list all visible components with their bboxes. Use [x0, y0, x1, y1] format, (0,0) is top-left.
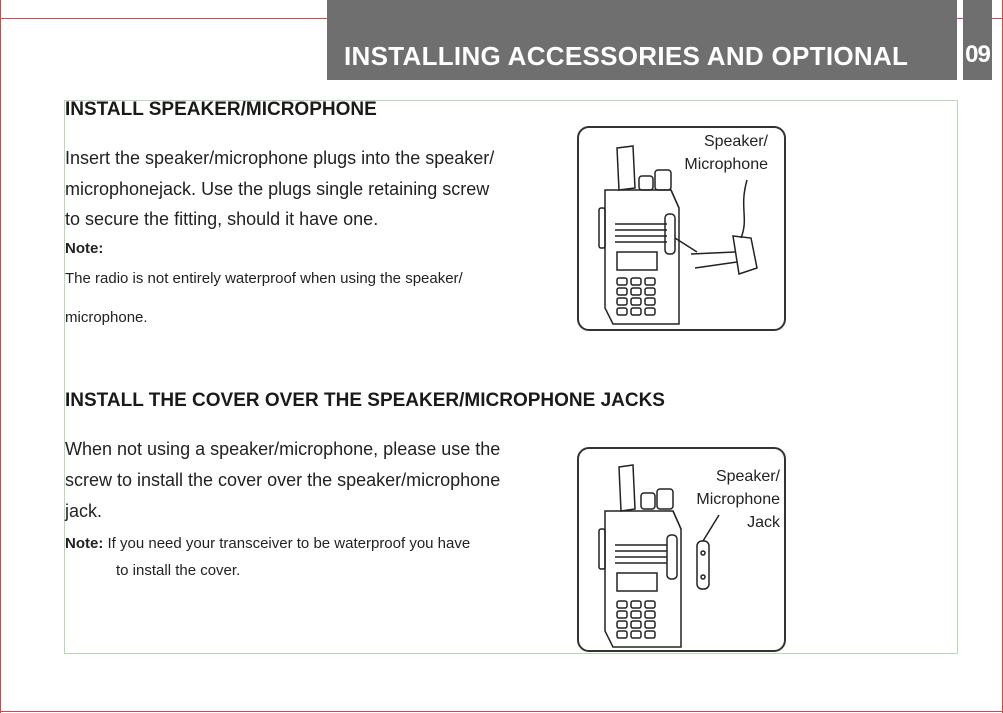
trim-line-bottom: [0, 711, 1003, 712]
note-label: Note:: [65, 240, 104, 257]
note-text-line: The radio is not entirely waterproof when using the speaker/: [65, 270, 463, 287]
speaker-microphone-figure: [577, 126, 786, 331]
jack-cover-figure: [577, 447, 786, 652]
body-text-line: to secure the fitting, should it have one.: [65, 209, 379, 229]
section-heading-install-cover: INSTALL THE COVER OVER THE SPEAKER/MICROPHONE JACKS: [65, 390, 665, 411]
note-label: Note:: [65, 535, 104, 552]
page-number: 09: [965, 41, 990, 68]
body-text-line: jack.: [65, 501, 103, 521]
section-heading-install-speaker-microphone: INSTALL SPEAKER/MICROPHONE: [65, 99, 377, 120]
figure-label-line: Microphone: [696, 491, 780, 508]
body-text-line: screw to install the cover over the speaker/microphone: [65, 470, 501, 490]
body-text-line: Insert the speaker/microphone plugs into the speaker/: [65, 148, 495, 168]
body-text-line: When not using a speaker/microphone, please use the: [65, 439, 501, 459]
body-text-line: microphonejack. Use the plugs single retaining screw: [65, 179, 490, 199]
figure-label-line: Speaker/: [703, 133, 768, 150]
figure-label-line: Speaker/: [715, 468, 780, 485]
note-text-line: [65, 535, 470, 552]
note-text: If you need your transceiver to be waterproof you have: [107, 535, 471, 552]
trim-line-left: [0, 0, 1, 713]
page-title: INSTALLING ACCESSORIES AND OPTIONAL: [344, 41, 909, 71]
figure-label-line: Jack: [747, 514, 780, 531]
note-text-line: microphone.: [65, 309, 148, 326]
note-text-line: to install the cover.: [116, 562, 241, 579]
figure-label-line: Microphone: [684, 156, 768, 173]
